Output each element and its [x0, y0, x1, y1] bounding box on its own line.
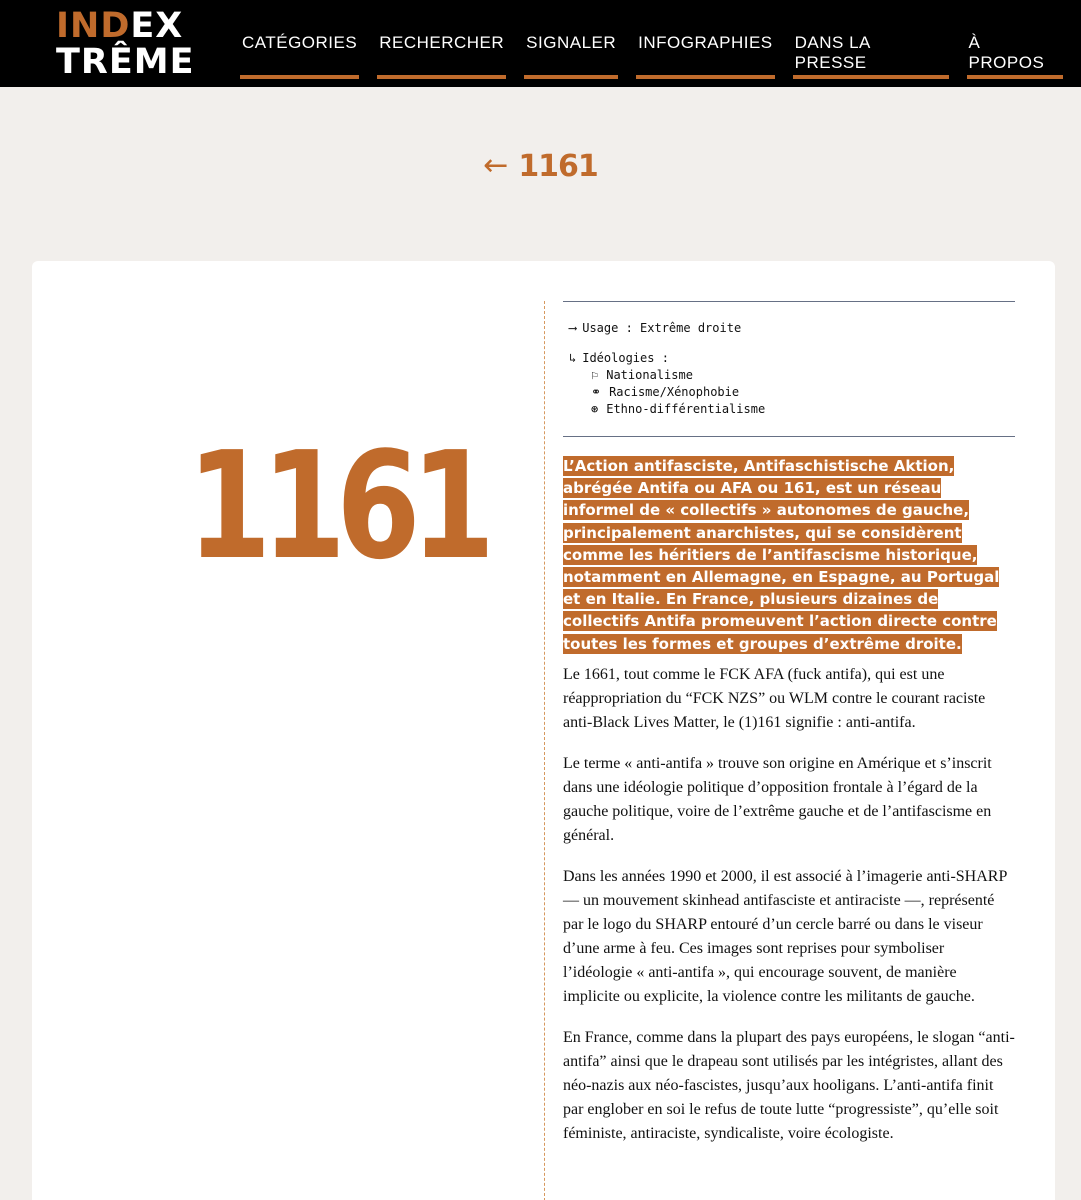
metadata-box	[563, 301, 1015, 437]
body-paragraph: Le terme « anti-antifa » trouve son origine en Amérique et s’inscrit dans une idéologie politique d’opposition frontale à l’égard de la gauche politique, voire de l’extrême gauche et de l’antifascisme en général.	[563, 754, 992, 844]
symbol-details	[563, 301, 1015, 1146]
usage-label: Usage : Extrême droite	[582, 321, 742, 335]
logo-text-line1: EX	[130, 6, 184, 46]
nav-infographies[interactable]: INFOGRAPHIES	[636, 33, 774, 79]
body-paragraph: Dans les années 1990 et 2000, il est associé à l’imagerie anti-SHARP — un mouvement skinhead antifasciste et antiraciste —, représenté par le logo du SHARP entouré d’un cercle barré ou dans le viseur d’une arme à feu. Ces images sont reprises pour symboliser l’idéologie « anti-antifa », qui encourage souvent, de manière implicite ou explicite, la violence contre les militants de gauche.	[563, 867, 1007, 1005]
top-navigation-bar	[0, 0, 1081, 87]
page-title: 1161	[518, 148, 598, 184]
symbol-card	[32, 261, 1055, 1200]
ideology-item[interactable]	[591, 384, 1015, 401]
nav-a-propos[interactable]: À PROPOS	[967, 33, 1063, 79]
arrow-return-icon: ↳	[569, 351, 577, 365]
arrow-right-icon: ⟶	[569, 321, 577, 335]
main-nav	[240, 33, 1081, 79]
ideology-item[interactable]	[591, 401, 1015, 418]
linked-rings-icon: ⚭	[591, 385, 602, 399]
logo-text-line2: TRÊME	[56, 42, 195, 82]
back-arrow-icon[interactable]: ←	[483, 148, 509, 183]
nav-categories[interactable]: CATÉGORIES	[240, 33, 359, 79]
lead-highlight: L’Action antifasciste, Antifaschistische Aktion, abrégée Antifa ou AFA ou 161, est un réseau informel de « collectifs » autonomes de gauche, principalement anarchistes, qui se considèrent comme les héritiers de l’antifascisme historique, notamment en Allemagne, en Espagne, au Portugal et en Italie. En France, plusieurs dizaines de collectifs Antifa promeuvent l’action directe contre toutes les formes et groupes d’extrême droite.	[563, 457, 1000, 653]
ideology-item-label: Racisme/Xénophobie	[609, 385, 740, 399]
ideology-label: Idéologies :	[582, 351, 669, 365]
ideology-list	[569, 367, 1015, 418]
site-logo[interactable]	[56, 8, 194, 80]
article-body	[563, 663, 1015, 1146]
circled-star-icon: ⊛	[591, 402, 599, 416]
ideology-item-label: Ethno-différentialisme	[606, 402, 766, 416]
flag-icon: ⚐	[591, 368, 599, 382]
symbol-image: 1161	[187, 420, 486, 592]
nav-signaler[interactable]: SIGNALER	[524, 33, 618, 79]
nav-rechercher[interactable]: RECHERCHER	[377, 33, 506, 79]
ideology-item[interactable]	[591, 367, 1015, 384]
lead-paragraph	[563, 455, 1015, 655]
nav-dans-la-presse[interactable]: DANS LA PRESSE	[793, 33, 949, 79]
page-heading	[0, 148, 1081, 184]
column-divider	[544, 301, 545, 1200]
body-paragraph: En France, comme dans la plupart des pays européens, le slogan “anti-antifa” ainsi que le drapeau sont utilisés par les intégristes, allant des néo-nazis aux néo-fascistes, jusqu’aux hooligans. L’anti-antifa finit par englober en soi le refus de toute lutte “progressiste”, qu’elle soit féministe, antiraciste, syndicaliste, voire écologiste.	[563, 1028, 1015, 1142]
usage-row	[569, 320, 1015, 337]
logo-accent-text: IND	[56, 6, 131, 46]
ideology-item-label: Nationalisme	[606, 368, 693, 382]
ideology-row	[569, 350, 1015, 367]
body-paragraph: Le 1661, tout comme le FCK AFA (fuck antifa), qui est une réappropriation du “FCK NZS” ou WLM contre le courant raciste anti-Black Lives Matter, le (1)161 signifie : anti-antifa.	[563, 665, 986, 731]
